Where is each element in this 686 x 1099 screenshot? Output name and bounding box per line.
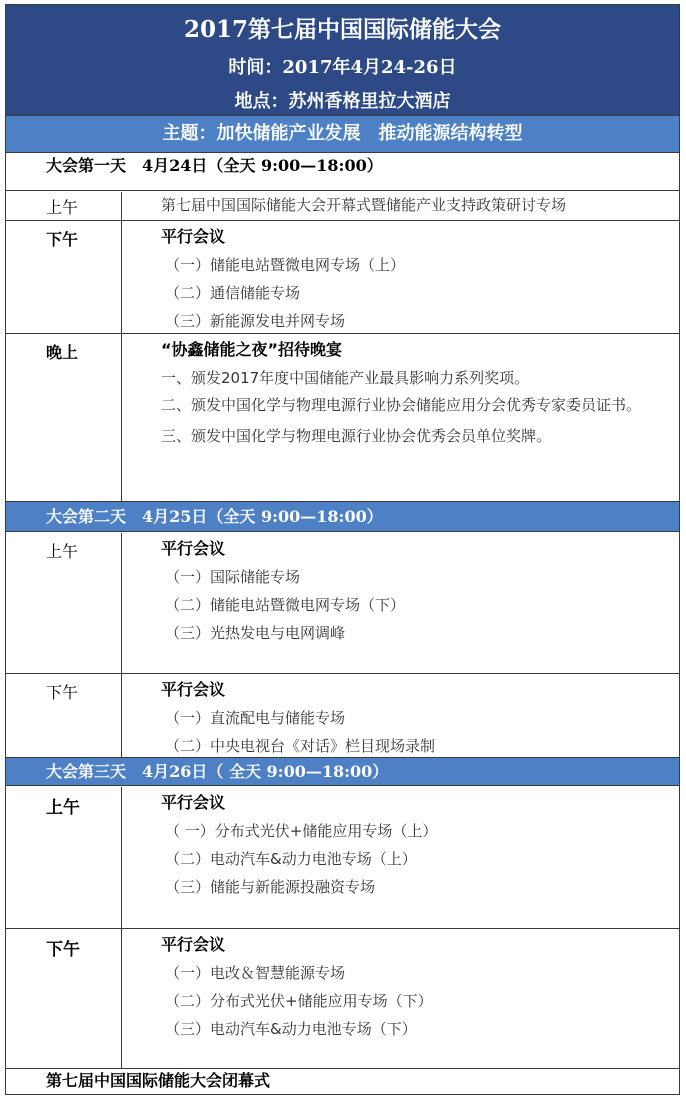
session-heading: 平行会议 bbox=[161, 680, 226, 699]
session-item: （一）储能电站暨微电网专场（上） bbox=[165, 256, 406, 274]
session-item: （二）中央电视台《对话》栏目现场录制 bbox=[165, 737, 436, 755]
session-time-label: 上午 bbox=[46, 798, 80, 818]
conference-title: 2017第七届中国国际储能大会 bbox=[183, 16, 501, 43]
session-time-label: 下午 bbox=[46, 683, 79, 702]
conference-location: 地点：苏州香格里拉大酒店 bbox=[234, 91, 451, 112]
session-item: （二）储能电站暨微电网专场（下） bbox=[165, 596, 406, 614]
session-item: 一、颁发2017年度中国储能产业最具影响力系列奖项。 bbox=[161, 369, 530, 387]
session-item: （二）分布式光伏+储能应用专场（下） bbox=[165, 992, 433, 1010]
session-item: 二、颁发中国化学与物理电源行业协会储能应用分会优秀专家委员证书。 bbox=[161, 396, 642, 414]
conference-time: 时间：2017年4月24-26日 bbox=[228, 57, 457, 78]
header-banner bbox=[6, 5, 679, 116]
schedule-table bbox=[5, 4, 680, 1095]
session-time-label: 晚上 bbox=[46, 343, 79, 362]
day-2-morning-row bbox=[6, 533, 679, 674]
session-time-label: 上午 bbox=[46, 198, 79, 217]
session-item: （二）通信储能专场 bbox=[165, 284, 301, 302]
session-time-label: 下午 bbox=[46, 230, 79, 249]
session-content bbox=[161, 935, 667, 1047]
session-heading: 平行会议 bbox=[161, 793, 226, 812]
session-item: （一）电改＆智慧能源专场 bbox=[165, 964, 346, 982]
day-1-header: 大会第一天 4月24日（全天 9:00—18:00） bbox=[6, 153, 679, 191]
session-item: （三）电动汽车&动力电池专场（下） bbox=[165, 1020, 417, 1038]
award-list bbox=[134, 392, 667, 454]
day-1-morning-row bbox=[6, 192, 679, 221]
session-content bbox=[161, 195, 667, 223]
session-title: 第七届中国国际储能大会开幕式暨储能产业支持政策研讨专场 bbox=[161, 196, 567, 214]
session-content bbox=[161, 539, 667, 651]
conference-theme: 主题：加快储能产业发展 推动能源结构转型 bbox=[6, 116, 679, 153]
day-1-evening-row bbox=[6, 334, 679, 502]
session-item: 三、颁发中国化学与物理电源行业协会优秀会员单位奖牌。 bbox=[161, 427, 552, 445]
session-time-label: 上午 bbox=[46, 542, 79, 561]
session-content bbox=[161, 340, 667, 396]
column-divider bbox=[121, 221, 122, 333]
day-3-header: 大会第三天 4月26日（ 全天 9:00—18:00） bbox=[6, 758, 679, 786]
session-heading: “协鑫储能之夜”招待晚宴 bbox=[161, 340, 343, 359]
session-content bbox=[161, 680, 667, 764]
column-divider bbox=[121, 674, 122, 757]
session-time-label: 下午 bbox=[46, 940, 80, 960]
session-item: （三）新能源发电并网专场 bbox=[165, 312, 346, 330]
column-divider bbox=[121, 334, 122, 501]
session-item: （一）国际储能专场 bbox=[165, 568, 301, 586]
session-item: （三）储能与新能源投融资专场 bbox=[165, 878, 376, 896]
day-2-afternoon-row bbox=[6, 674, 679, 758]
day-3-morning-row bbox=[6, 787, 679, 929]
session-item: （三）光热发电与电网调峰 bbox=[165, 624, 346, 642]
column-divider bbox=[121, 787, 122, 928]
closing-ceremony: 第七届中国国际储能大会闭幕式 bbox=[46, 1071, 271, 1090]
session-heading: 平行会议 bbox=[161, 539, 226, 558]
session-heading: 平行会议 bbox=[161, 935, 226, 954]
day-2-header: 大会第二天 4月25日（全天 9:00—18:00） bbox=[6, 502, 679, 532]
column-divider bbox=[121, 192, 122, 220]
session-content bbox=[161, 227, 667, 339]
session-item: （ 一）分布式光伏+储能应用专场（上） bbox=[165, 822, 438, 840]
session-item: （一）直流配电与储能专场 bbox=[165, 709, 346, 727]
column-divider bbox=[121, 533, 122, 673]
column-divider bbox=[121, 929, 122, 1068]
session-content bbox=[161, 793, 667, 905]
day-3-afternoon-row bbox=[6, 929, 679, 1069]
session-item: （二）电动汽车&动力电池专场（上） bbox=[165, 850, 417, 868]
session-heading: 平行会议 bbox=[161, 227, 226, 246]
day-1-afternoon-row bbox=[6, 221, 679, 334]
